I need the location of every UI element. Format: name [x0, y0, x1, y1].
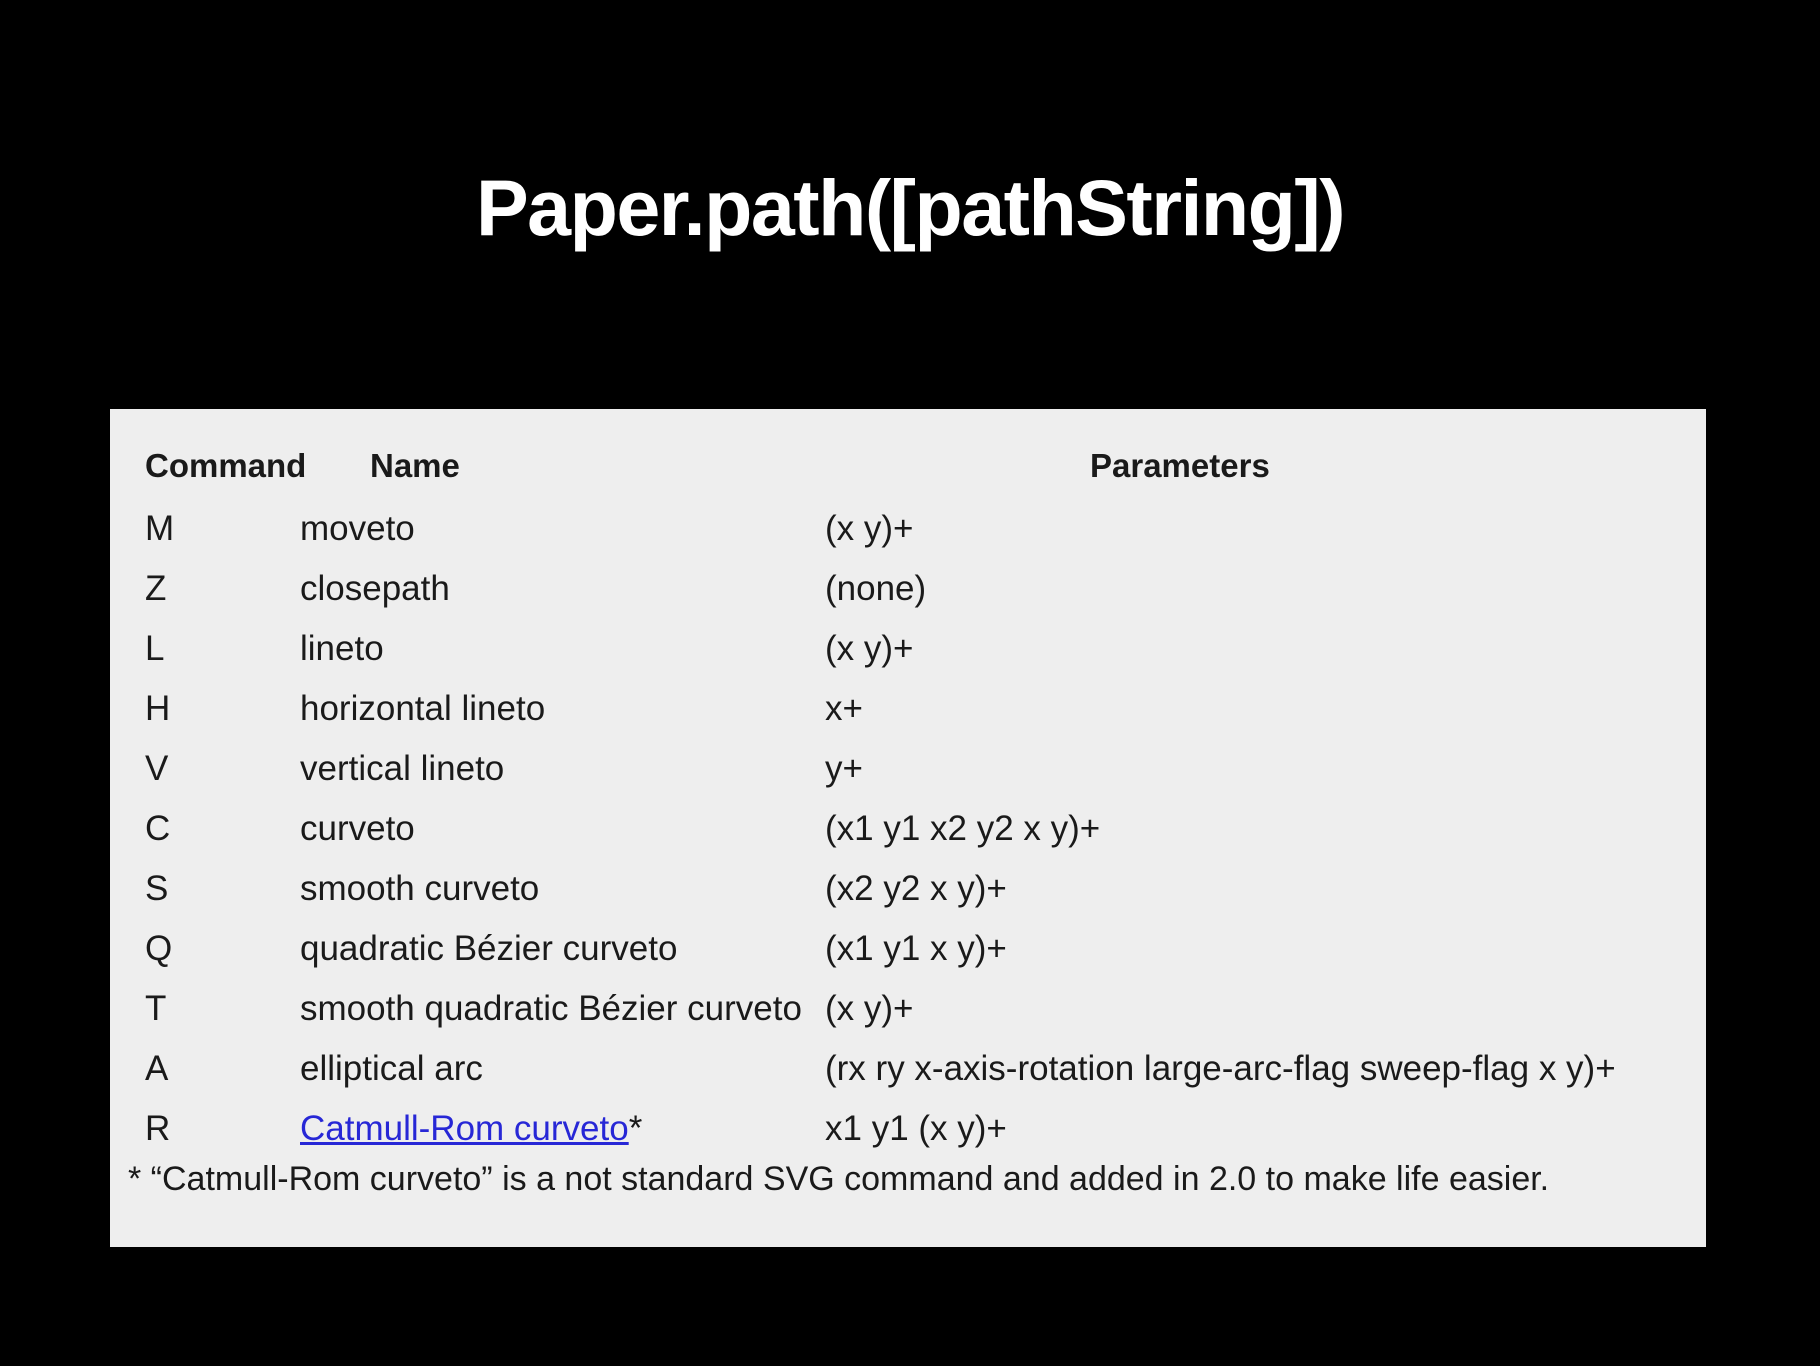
table-row — [110, 739, 1706, 799]
table-row — [110, 499, 1706, 559]
cell-command: V — [145, 749, 169, 788]
cell-command: H — [145, 689, 171, 728]
table-row — [110, 979, 1706, 1039]
cell-parameters: y+ — [825, 749, 863, 788]
table-row — [110, 559, 1706, 619]
cell-command: L — [145, 629, 165, 668]
table-row — [110, 859, 1706, 919]
cell-command: T — [145, 989, 167, 1028]
catmull-rom-curveto-link[interactable]: Catmull-Rom curveto — [300, 1109, 629, 1148]
cell-parameters: (x y)+ — [825, 629, 914, 668]
table-row — [110, 619, 1706, 679]
table-row — [110, 799, 1706, 859]
cell-command: M — [145, 509, 175, 548]
cell-name: elliptical arc — [300, 1049, 483, 1088]
column-header-name: Name — [370, 447, 460, 484]
table-header-row — [110, 433, 1706, 499]
column-header-command: Command — [145, 447, 307, 484]
cell-name: curveto — [300, 809, 415, 848]
cell-name: horizontal lineto — [300, 689, 546, 728]
cell-command: Z — [145, 569, 167, 608]
cell-parameters: (rx ry x-axis-rotation large-arc-flag sweep-flag x y)+ — [825, 1049, 1616, 1088]
table-footnote: * “Catmull-Rom curveto” is a not standard SVG command and added in 2.0 to make life easier. — [128, 1160, 1550, 1198]
cell-name: smooth curveto — [300, 869, 540, 908]
cell-name: moveto — [300, 509, 415, 548]
cell-command: A — [145, 1049, 169, 1088]
cell-parameters: (x2 y2 x y)+ — [825, 869, 1007, 908]
table-row — [110, 1039, 1706, 1099]
cell-command: S — [145, 869, 169, 908]
path-commands-table-card — [110, 409, 1706, 1247]
cell-name: smooth quadratic Bézier curveto — [300, 989, 802, 1028]
cell-parameters: (none) — [825, 569, 927, 608]
table-row — [110, 919, 1706, 979]
cell-parameters: (x y)+ — [825, 509, 914, 548]
cell-name: quadratic Bézier curveto — [300, 929, 678, 968]
cell-parameters: x1 y1 (x y)+ — [825, 1109, 1007, 1148]
column-header-parameters: Parameters — [1090, 447, 1270, 484]
table-row — [110, 1099, 1706, 1159]
footnote-marker: * — [628, 1109, 643, 1148]
cell-parameters: (x y)+ — [825, 989, 914, 1028]
cell-name: vertical lineto — [300, 749, 505, 788]
path-commands-table — [110, 433, 1706, 1159]
cell-command: C — [145, 809, 171, 848]
cell-parameters: (x1 y1 x2 y2 x y)+ — [825, 809, 1101, 848]
cell-name — [300, 1099, 825, 1159]
cell-parameters: x+ — [825, 689, 863, 728]
cell-command: R — [145, 1109, 171, 1148]
table-row — [110, 679, 1706, 739]
cell-command: Q — [145, 929, 173, 968]
page-title: Paper.path([pathString]) — [475, 163, 1345, 252]
cell-name: lineto — [300, 629, 384, 668]
cell-name: closepath — [300, 569, 450, 608]
cell-parameters: (x1 y1 x y)+ — [825, 929, 1007, 968]
